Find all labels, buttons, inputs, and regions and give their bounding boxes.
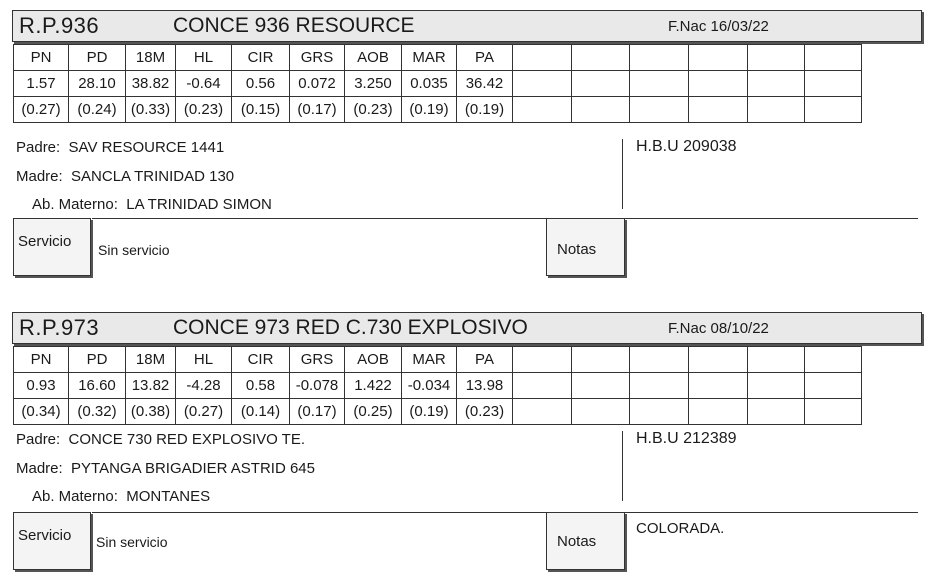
accuracy-cell: (0.33) <box>126 97 176 123</box>
accuracy-cell: (0.23) <box>457 399 513 425</box>
padre-value: CONCE 730 RED EXPLOSIVO TE. <box>68 431 306 448</box>
empty-cell <box>630 97 689 123</box>
madre-value: PYTANGA BRIGADIER ASTRID 645 <box>71 460 315 477</box>
accuracy-cell: (0.19) <box>402 97 457 123</box>
col-header: CIR <box>232 45 290 71</box>
value-cell: 16.60 <box>69 373 126 399</box>
col-header: GRS <box>290 347 345 373</box>
value-cell: 0.93 <box>14 373 69 399</box>
dep-table <box>13 346 862 425</box>
value-cell: 1.422 <box>345 373 402 399</box>
value-cell: -0.64 <box>176 71 232 97</box>
notas-label: Notas <box>557 533 597 550</box>
col-header: MAR <box>402 347 457 373</box>
ab-materno-value: LA TRINIDAD SIMON <box>126 196 272 213</box>
padre-value: SAV RESOURCE 1441 <box>68 139 225 156</box>
value-cell: -0.034 <box>402 373 457 399</box>
col-header: GRS <box>290 45 345 71</box>
card-header <box>12 10 922 42</box>
empty-cell <box>513 97 572 123</box>
divider <box>622 431 623 501</box>
col-header: AOB <box>345 347 402 373</box>
empty-cell <box>513 45 572 71</box>
madre-value: SANCLA TRINIDAD 130 <box>71 168 235 185</box>
value-cell: 13.82 <box>126 373 176 399</box>
accuracy-cell: (0.38) <box>126 399 176 425</box>
empty-cell <box>513 399 572 425</box>
hbu-number: H.B.U 212389 <box>636 430 737 447</box>
notas-value: COLORADA. <box>636 520 725 537</box>
header-row <box>14 45 862 71</box>
ab-materno-label: Ab. Materno: <box>32 196 118 213</box>
accuracy-cell: (0.17) <box>290 97 345 123</box>
col-header: PN <box>14 45 69 71</box>
animal-name: CONCE 973 RED C.730 EXPLOSIVO <box>173 316 528 339</box>
value-cell: 38.82 <box>126 71 176 97</box>
madre-line <box>16 460 315 477</box>
servicio-value: Sin servicio <box>98 242 170 258</box>
rp-number: R.P.973 <box>19 315 100 340</box>
ab-materno-line <box>32 488 210 505</box>
value-cell: -4.28 <box>176 373 232 399</box>
empty-cell <box>689 399 748 425</box>
value-cell: 28.10 <box>69 71 126 97</box>
empty-cell <box>630 373 689 399</box>
divider <box>622 139 623 209</box>
empty-cell <box>689 97 748 123</box>
padre-line <box>16 431 305 448</box>
accuracy-cell: (0.25) <box>345 399 402 425</box>
value-cell: 0.035 <box>402 71 457 97</box>
accuracy-cell: (0.17) <box>290 399 345 425</box>
servicio-value: Sin servicio <box>96 534 168 550</box>
empty-cell <box>689 347 748 373</box>
rp-number: R.P.936 <box>19 13 100 38</box>
servicio-box <box>13 218 91 276</box>
accuracy-cell: (0.19) <box>402 399 457 425</box>
col-header: CIR <box>232 347 290 373</box>
col-header: PD <box>69 45 126 71</box>
ab-materno-value: MONTANES <box>126 488 211 505</box>
dep-table <box>13 44 862 123</box>
empty-cell <box>748 71 805 97</box>
empty-cell <box>572 373 630 399</box>
birth-date: F.Nac 08/10/22 <box>668 320 769 337</box>
empty-cell <box>748 45 805 71</box>
col-header: PN <box>14 347 69 373</box>
padre-label: Padre: <box>16 431 61 448</box>
servicio-box <box>13 512 91 570</box>
value-row <box>14 71 862 97</box>
value-cell: 0.56 <box>232 71 290 97</box>
empty-cell <box>748 347 805 373</box>
notas-box <box>546 512 625 570</box>
col-header: MAR <box>402 45 457 71</box>
hbu-number: H.B.U 209038 <box>636 138 737 155</box>
empty-cell <box>572 45 630 71</box>
empty-cell <box>805 45 862 71</box>
servicio-label: Servicio <box>18 233 72 250</box>
ab-materno-line <box>32 196 272 213</box>
empty-cell <box>805 347 862 373</box>
empty-cell <box>513 71 572 97</box>
birth-date: F.Nac 16/03/22 <box>668 18 769 35</box>
empty-cell <box>513 373 572 399</box>
accuracy-cell: (0.27) <box>176 399 232 425</box>
empty-cell <box>748 399 805 425</box>
divider <box>92 512 918 513</box>
value-cell: 36.42 <box>457 71 513 97</box>
padre-label: Padre: <box>16 139 61 156</box>
madre-label: Madre: <box>16 460 63 477</box>
empty-cell <box>805 97 862 123</box>
empty-cell <box>689 373 748 399</box>
value-cell: 1.57 <box>14 71 69 97</box>
col-header: HL <box>176 347 232 373</box>
value-cell: 3.250 <box>345 71 402 97</box>
empty-cell <box>805 373 862 399</box>
notas-box <box>546 218 625 276</box>
empty-cell <box>513 347 572 373</box>
accuracy-cell: (0.15) <box>232 97 290 123</box>
value-cell: -0.078 <box>290 373 345 399</box>
accuracy-cell: (0.27) <box>14 97 69 123</box>
animal-name: CONCE 936 RESOURCE <box>173 14 415 37</box>
empty-cell <box>572 347 630 373</box>
col-header: PA <box>457 45 513 71</box>
empty-cell <box>572 399 630 425</box>
value-cell: 13.98 <box>457 373 513 399</box>
empty-cell <box>805 399 862 425</box>
accuracy-cell: (0.19) <box>457 97 513 123</box>
empty-cell <box>630 347 689 373</box>
accuracy-cell: (0.14) <box>232 399 290 425</box>
madre-label: Madre: <box>16 168 63 185</box>
col-header: AOB <box>345 45 402 71</box>
accuracy-cell: (0.23) <box>176 97 232 123</box>
col-header: PA <box>457 347 513 373</box>
empty-cell <box>748 97 805 123</box>
empty-cell <box>805 71 862 97</box>
col-header: HL <box>176 45 232 71</box>
accuracy-row <box>14 399 862 425</box>
notas-label: Notas <box>557 241 597 258</box>
value-cell: 0.58 <box>232 373 290 399</box>
empty-cell <box>630 45 689 71</box>
col-header: PD <box>69 347 126 373</box>
col-header: 18M <box>126 45 176 71</box>
empty-cell <box>572 97 630 123</box>
accuracy-cell: (0.24) <box>69 97 126 123</box>
accuracy-cell: (0.32) <box>69 399 126 425</box>
empty-cell <box>630 399 689 425</box>
card-header <box>12 312 922 344</box>
servicio-label: Servicio <box>18 527 72 544</box>
empty-cell <box>689 45 748 71</box>
col-header: 18M <box>126 347 176 373</box>
accuracy-cell: (0.34) <box>14 399 69 425</box>
divider <box>92 218 918 219</box>
accuracy-cell: (0.23) <box>345 97 402 123</box>
value-cell: 0.072 <box>290 71 345 97</box>
empty-cell <box>748 373 805 399</box>
empty-cell <box>630 71 689 97</box>
padre-line <box>16 139 224 156</box>
header-row <box>14 347 862 373</box>
empty-cell <box>689 71 748 97</box>
empty-cell <box>572 71 630 97</box>
value-row <box>14 373 862 399</box>
madre-line <box>16 168 234 185</box>
ab-materno-label: Ab. Materno: <box>32 488 118 505</box>
accuracy-row <box>14 97 862 123</box>
